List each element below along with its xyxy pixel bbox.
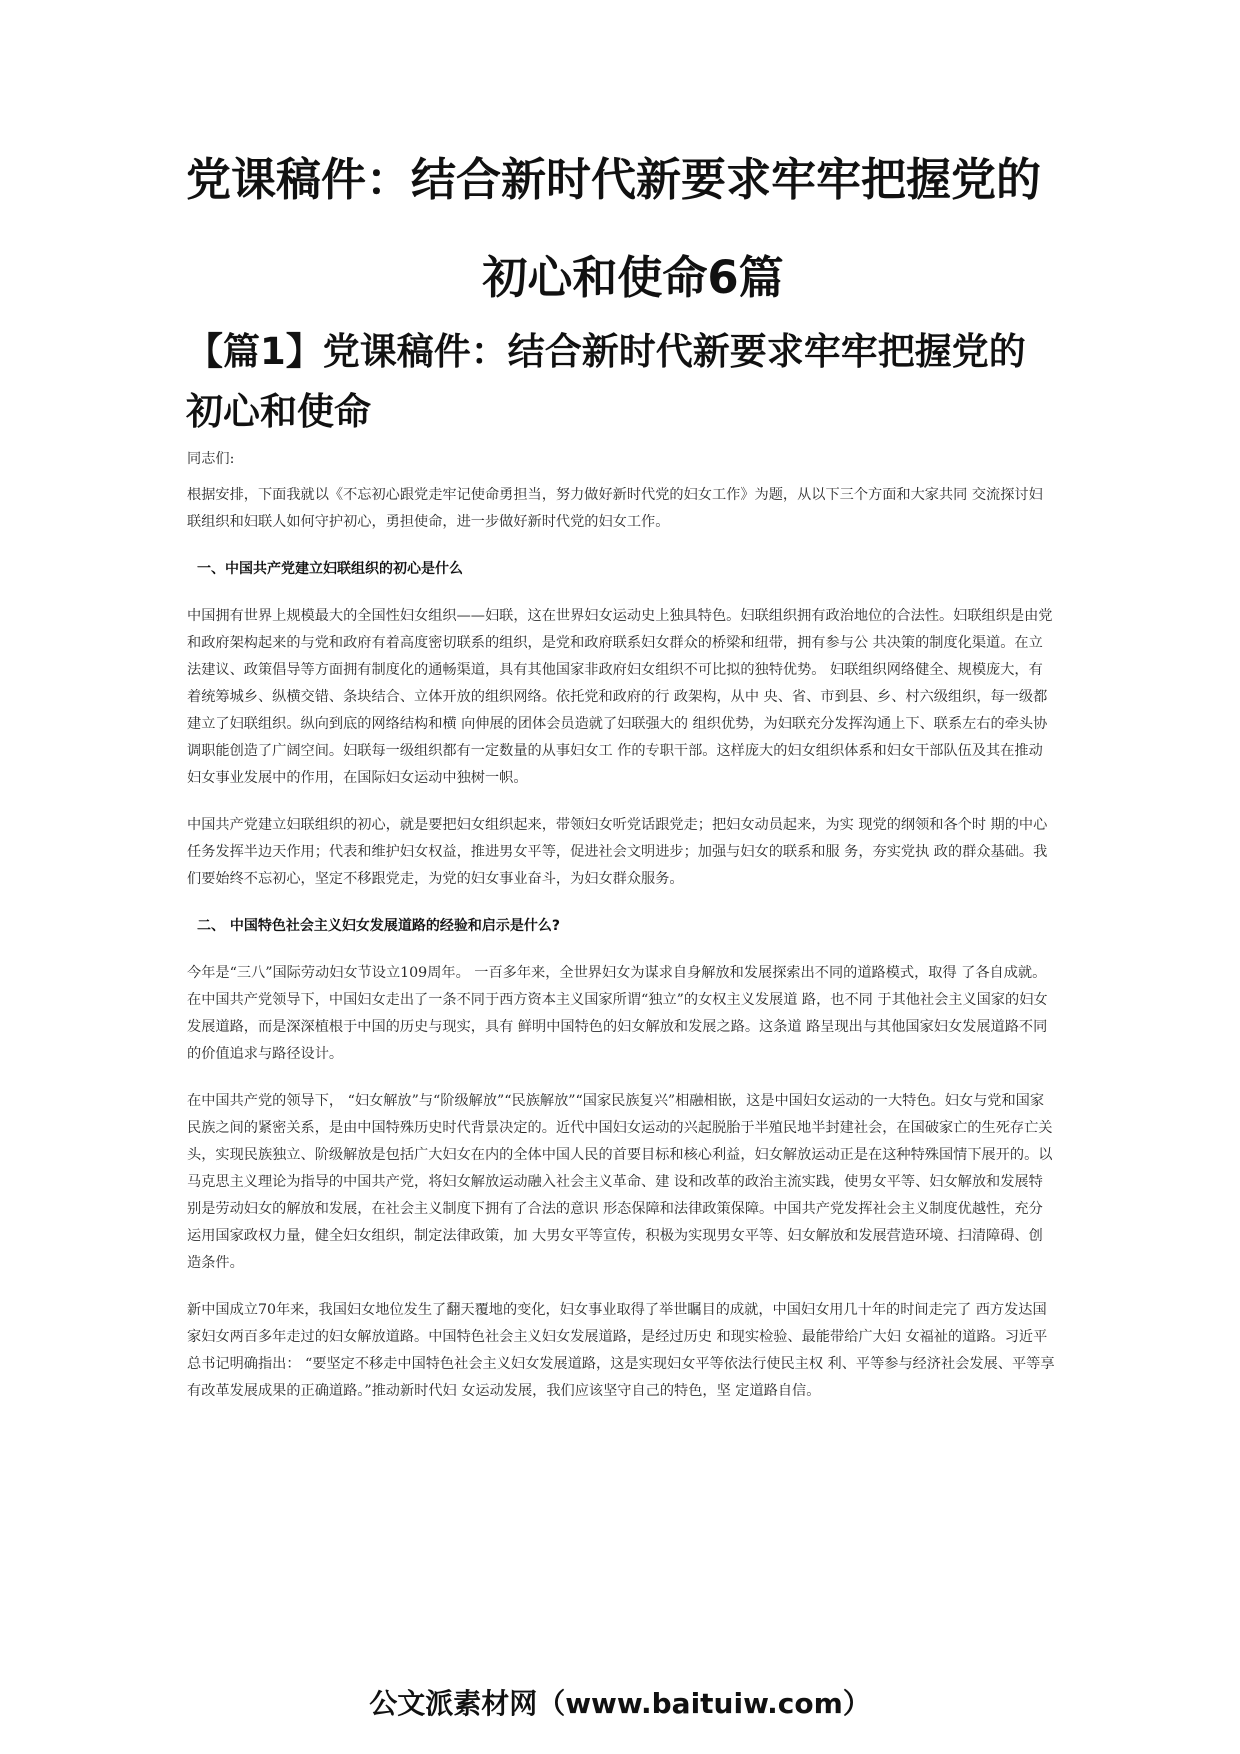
footer-source: 公文派素材网（www.baituiw.com） (369, 1687, 871, 1720)
section-2-paragraph-2: 在中国共产党的领导下， “妇女解放”与“阶级解放”“民族解放”“国家民族复兴”相融相嵌，这是中国妇女运动的一大特色。妇女与党和国家民族之间的紧密关系，是由中国特殊历史时代背景决定的。近代中国妇女运动的兴起脱胎于半殖民地半封建社会，在国破家亡的生死存亡关头，实现民族独立、阶级解放是包括广大妇女在内的全体中国人民的首要目标和核心利益，妇女解放运动正是在这种特殊国情下展开的。以马克思主义理论为指导的中国共产党，将妇女解放运动融入社会主义革命、建 设和改革的政治主流实践，使男女平等、妇女解放和发展特别是劳动妇女的解放和发展，在社会主义制度下拥有了合法的意识 形态保障和法律政策保障。中国共产党发挥社会主义制度优越性，充分运用国家政权力量，健全妇女组织，制定法律政策，加 大男女平等宣传，积极为实现男女平等、妇女解放和发展营造环境、扫清障碍、创造条件。 (187, 1093, 1053, 1271)
section-2-paragraph-3: 新中国成立70年来，我国妇女地位发生了翻天覆地的变化，妇女事业取得了举世瞩目的成就，中国妇女用几十年的时间走完了 西方发达国家妇女两百多年走过的妇女解放道路。中国特色社会主义妇女发展道路，是经过历史 和现实检验、最能带给广大妇 女福祉的道路。习近平总书记明确指出： “要坚定不移走中国特色社会主义妇女发展道路，这是实现妇女平等依法行使民主权 利、平等参与经济社会发展、平等享有改革发展成果的正确道路。”推动新时代妇 女运动发展，我们应该坚守自己的特色，坚 定道路自信。 (187, 1302, 1055, 1399)
document-title-line-2: 初心和使命6篇 (482, 251, 784, 304)
intro-paragraph: 根据安排，下面我就以《不忘初心跟党走牢记使命勇担当，努力做好新时代党的妇女工作》为题，从以下三个方面和大家共同 交流探讨妇联组织和妇联人如何守护初心，勇担使命，进一步做好新时代党的妇女工作。 (187, 487, 1043, 530)
section-1-paragraph-2: 中国共产党建立妇联组织的初心，就是要把妇女组织起来，带领妇女听党话跟党走；把妇女动员起来，为实 现党的纲领和各个时 期的中心任务发挥半边天作用；代表和维护妇女权益，推进男女平等，促进社会文明进步；加强与妇女的联系和服 务，夯实党执 政的群众基础。我们要始终不忘初心，坚定不移跟党走，为党的妇女事业奋斗，为妇女群众服务。 (187, 817, 1048, 887)
section-1-heading: 一、中国共产党建立妇联组织的初心是什么 (197, 561, 463, 577)
document-title-line-1: 党课稿件：结合新时代新要求牢牢把握党的 (186, 153, 1042, 206)
section-2-heading: 二、 中国特色社会主义妇女发展道路的经验和启示是什么? (197, 918, 560, 934)
document-body (187, 446, 1055, 1425)
article-title: 【篇1】党课稿件：结合新时代新要求牢牢把握党的初心和使命 (186, 330, 1026, 433)
section-2-paragraph-1: 今年是“三八”国际劳动妇女节设立109周年。 一百多年来，全世界妇女为谋求自身解放和发展探索出不同的道路模式，取得 了各自成就。在中国共产党领导下，中国妇女走出了一条不同于西方资本主义国家所谓“独立”的女权主义发展道 路，也不同 于其他社会主义国家的妇女发展道路，而是深深植根于中国的历史与现实，具有 鲜明中国特色的妇女解放和发展之路。这条道 路呈现出与其他国家妇女发展道路不同的价值追求与路径设计。 (187, 965, 1048, 1062)
greeting: 同志们: (187, 451, 235, 467)
section-1-paragraph-1: 中国拥有世界上规模最大的全国性妇女组织——妇联，这在世界妇女运动史上独具特色。妇联组织拥有政治地位的合法性。妇联组织是由党和政府架构起来的与党和政府有着高度密切联系的组织，是党和政府联系妇女群众的桥梁和纽带，拥有参与公 共决策的制度化渠道。在立法建议、政策倡导等方面拥有制度化的通畅渠道，具有其他国家非政府妇女组织不可比拟的独特优势。 妇联组织网络健全、规模庞大，有着统筹城乡、纵横交错、条块结合、立体开放的组织网络。依托党和政府的行 政架构，从中 央、省、市到县、乡、村六级组织，每一级都建立了妇联组织。纵向到底的网络结构和横 向伸展的团体会员造就了妇联强大的 组织优势，为妇联充分发挥沟通上下、联系左右的牵头协调职能创造了广阔空间。妇联每一级组织都有一定数量的从事妇女工 作的专职干部。这样庞大的妇女组织体系和妇女干部队伍及其在推动妇女事业发展中的作用，在国际妇女运动中独树一帜。 (187, 608, 1053, 786)
